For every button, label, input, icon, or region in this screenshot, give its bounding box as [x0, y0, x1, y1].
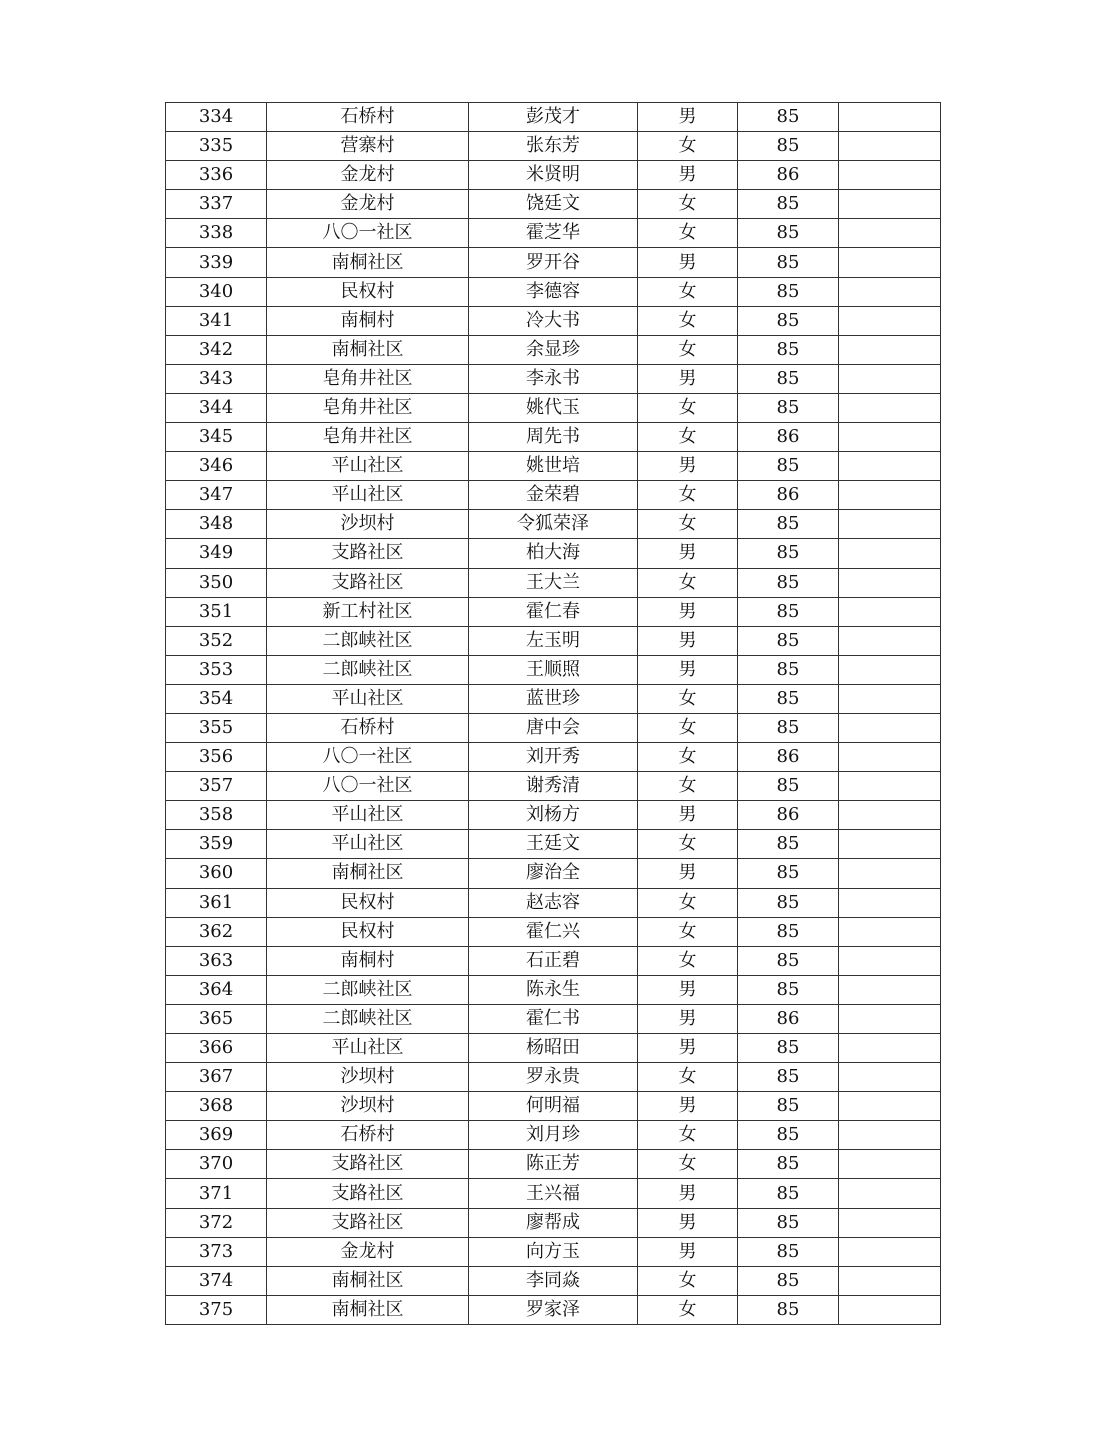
- gender-cell: 男: [638, 103, 738, 132]
- row-number-cell: 375: [166, 1295, 267, 1324]
- village-cell: 平山社区: [267, 684, 469, 713]
- name-cell: 蓝世珍: [469, 684, 638, 713]
- score-cell: 85: [738, 364, 839, 393]
- village-cell: 平山社区: [267, 481, 469, 510]
- name-cell: 李德容: [469, 277, 638, 306]
- village-cell: 金龙村: [267, 161, 469, 190]
- village-cell: 八〇一社区: [267, 219, 469, 248]
- row-number-cell: 362: [166, 917, 267, 946]
- gender-cell: 男: [638, 1092, 738, 1121]
- remarks-cell: [839, 597, 941, 626]
- village-cell: 南桐社区: [267, 1266, 469, 1295]
- village-cell: 南桐社区: [267, 248, 469, 277]
- table-row: [166, 1092, 941, 1121]
- score-cell: 86: [738, 423, 839, 452]
- village-cell: 平山社区: [267, 801, 469, 830]
- remarks-cell: [839, 684, 941, 713]
- village-cell: 新工村社区: [267, 597, 469, 626]
- name-cell: 王顺照: [469, 655, 638, 684]
- score-cell: 85: [738, 772, 839, 801]
- row-number-cell: 356: [166, 743, 267, 772]
- gender-cell: 男: [638, 975, 738, 1004]
- name-cell: 赵志容: [469, 888, 638, 917]
- score-cell: 85: [738, 1295, 839, 1324]
- score-cell: 85: [738, 655, 839, 684]
- village-cell: 皂角井社区: [267, 393, 469, 422]
- name-cell: 姚世培: [469, 452, 638, 481]
- row-number-cell: 344: [166, 393, 267, 422]
- name-cell: 罗永贵: [469, 1063, 638, 1092]
- remarks-cell: [839, 772, 941, 801]
- table-row: [166, 975, 941, 1004]
- row-number-cell: 348: [166, 510, 267, 539]
- gender-cell: 女: [638, 917, 738, 946]
- village-cell: 皂角井社区: [267, 364, 469, 393]
- document-page: [165, 102, 940, 1325]
- table-row: [166, 743, 941, 772]
- score-cell: 85: [738, 452, 839, 481]
- score-cell: 85: [738, 946, 839, 975]
- table-row: [166, 539, 941, 568]
- score-cell: 85: [738, 597, 839, 626]
- table-row: [166, 626, 941, 655]
- remarks-cell: [839, 364, 941, 393]
- village-cell: 二郎峡社区: [267, 975, 469, 1004]
- village-cell: 石桥村: [267, 103, 469, 132]
- row-number-cell: 353: [166, 655, 267, 684]
- gender-cell: 女: [638, 219, 738, 248]
- table-row: [166, 452, 941, 481]
- remarks-cell: [839, 103, 941, 132]
- gender-cell: 女: [638, 772, 738, 801]
- village-cell: 民权村: [267, 888, 469, 917]
- name-cell: 陈正芳: [469, 1150, 638, 1179]
- score-cell: 85: [738, 888, 839, 917]
- gender-cell: 男: [638, 452, 738, 481]
- name-cell: 谢秀清: [469, 772, 638, 801]
- village-cell: 民权村: [267, 917, 469, 946]
- row-number-cell: 366: [166, 1034, 267, 1063]
- row-number-cell: 365: [166, 1004, 267, 1033]
- gender-cell: 男: [638, 626, 738, 655]
- row-number-cell: 367: [166, 1063, 267, 1092]
- village-cell: 二郎峡社区: [267, 1004, 469, 1033]
- score-cell: 86: [738, 1004, 839, 1033]
- score-cell: 85: [738, 510, 839, 539]
- row-number-cell: 364: [166, 975, 267, 1004]
- row-number-cell: 341: [166, 306, 267, 335]
- gender-cell: 男: [638, 539, 738, 568]
- gender-cell: 男: [638, 1004, 738, 1033]
- score-cell: 85: [738, 1208, 839, 1237]
- name-cell: 刘杨方: [469, 801, 638, 830]
- village-cell: 民权村: [267, 277, 469, 306]
- village-cell: 平山社区: [267, 1034, 469, 1063]
- name-cell: 刘月珍: [469, 1121, 638, 1150]
- gender-cell: 女: [638, 1266, 738, 1295]
- remarks-cell: [839, 713, 941, 742]
- row-number-cell: 352: [166, 626, 267, 655]
- remarks-cell: [839, 1034, 941, 1063]
- name-cell: 余显珍: [469, 335, 638, 364]
- remarks-cell: [839, 946, 941, 975]
- score-cell: 85: [738, 1034, 839, 1063]
- gender-cell: 女: [638, 1063, 738, 1092]
- remarks-cell: [839, 1004, 941, 1033]
- remarks-cell: [839, 859, 941, 888]
- row-number-cell: 343: [166, 364, 267, 393]
- gender-cell: 男: [638, 859, 738, 888]
- table-row: [166, 306, 941, 335]
- score-cell: 85: [738, 277, 839, 306]
- row-number-cell: 355: [166, 713, 267, 742]
- remarks-cell: [839, 626, 941, 655]
- gender-cell: 女: [638, 423, 738, 452]
- row-number-cell: 351: [166, 597, 267, 626]
- score-cell: 85: [738, 219, 839, 248]
- score-cell: 85: [738, 975, 839, 1004]
- name-cell: 王大兰: [469, 568, 638, 597]
- table-row: [166, 946, 941, 975]
- remarks-cell: [839, 190, 941, 219]
- row-number-cell: 339: [166, 248, 267, 277]
- gender-cell: 男: [638, 364, 738, 393]
- table-row: [166, 713, 941, 742]
- remarks-cell: [839, 801, 941, 830]
- name-cell: 金荣碧: [469, 481, 638, 510]
- score-cell: 85: [738, 103, 839, 132]
- table-row: [166, 190, 941, 219]
- table-row: [166, 568, 941, 597]
- gender-cell: 女: [638, 684, 738, 713]
- remarks-cell: [839, 335, 941, 364]
- name-cell: 霍仁春: [469, 597, 638, 626]
- gender-cell: 女: [638, 510, 738, 539]
- gender-cell: 女: [638, 830, 738, 859]
- row-number-cell: 358: [166, 801, 267, 830]
- gender-cell: 女: [638, 743, 738, 772]
- row-number-cell: 368: [166, 1092, 267, 1121]
- table-row: [166, 655, 941, 684]
- name-cell: 唐中会: [469, 713, 638, 742]
- score-cell: 85: [738, 1121, 839, 1150]
- name-cell: 冷大书: [469, 306, 638, 335]
- name-cell: 彭茂才: [469, 103, 638, 132]
- score-cell: 86: [738, 743, 839, 772]
- score-cell: 86: [738, 801, 839, 830]
- table-row: [166, 1004, 941, 1033]
- row-number-cell: 371: [166, 1179, 267, 1208]
- name-cell: 王兴福: [469, 1179, 638, 1208]
- gender-cell: 男: [638, 597, 738, 626]
- gender-cell: 女: [638, 335, 738, 364]
- remarks-cell: [839, 655, 941, 684]
- village-cell: 支路社区: [267, 1150, 469, 1179]
- village-cell: 支路社区: [267, 1208, 469, 1237]
- village-cell: 南桐社区: [267, 335, 469, 364]
- remarks-cell: [839, 132, 941, 161]
- table-row: [166, 801, 941, 830]
- remarks-cell: [839, 917, 941, 946]
- remarks-cell: [839, 306, 941, 335]
- score-cell: 85: [738, 1063, 839, 1092]
- village-cell: 金龙村: [267, 190, 469, 219]
- remarks-cell: [839, 1266, 941, 1295]
- row-number-cell: 372: [166, 1208, 267, 1237]
- remarks-cell: [839, 481, 941, 510]
- remarks-cell: [839, 161, 941, 190]
- gender-cell: 男: [638, 655, 738, 684]
- table-row: [166, 772, 941, 801]
- table-row: [166, 830, 941, 859]
- roster-table: [165, 102, 941, 1325]
- remarks-cell: [839, 539, 941, 568]
- table-row: [166, 888, 941, 917]
- row-number-cell: 335: [166, 132, 267, 161]
- row-number-cell: 374: [166, 1266, 267, 1295]
- village-cell: 石桥村: [267, 713, 469, 742]
- village-cell: 皂角井社区: [267, 423, 469, 452]
- row-number-cell: 354: [166, 684, 267, 713]
- village-cell: 平山社区: [267, 452, 469, 481]
- village-cell: 营寨村: [267, 132, 469, 161]
- table-row: [166, 335, 941, 364]
- table-row: [166, 917, 941, 946]
- table-row: [166, 684, 941, 713]
- row-number-cell: 336: [166, 161, 267, 190]
- name-cell: 石正碧: [469, 946, 638, 975]
- gender-cell: 女: [638, 190, 738, 219]
- remarks-cell: [839, 743, 941, 772]
- row-number-cell: 361: [166, 888, 267, 917]
- score-cell: 85: [738, 1237, 839, 1266]
- table-row: [166, 277, 941, 306]
- score-cell: 85: [738, 1092, 839, 1121]
- village-cell: 石桥村: [267, 1121, 469, 1150]
- remarks-cell: [839, 423, 941, 452]
- gender-cell: 女: [638, 481, 738, 510]
- village-cell: 沙坝村: [267, 510, 469, 539]
- row-number-cell: 340: [166, 277, 267, 306]
- score-cell: 85: [738, 859, 839, 888]
- village-cell: 支路社区: [267, 568, 469, 597]
- table-row: [166, 859, 941, 888]
- row-number-cell: 346: [166, 452, 267, 481]
- name-cell: 姚代玉: [469, 393, 638, 422]
- gender-cell: 男: [638, 161, 738, 190]
- name-cell: 罗开谷: [469, 248, 638, 277]
- score-cell: 85: [738, 132, 839, 161]
- gender-cell: 女: [638, 132, 738, 161]
- name-cell: 左玉明: [469, 626, 638, 655]
- gender-cell: 女: [638, 393, 738, 422]
- village-cell: 南桐村: [267, 946, 469, 975]
- name-cell: 廖帮成: [469, 1208, 638, 1237]
- remarks-cell: [839, 1237, 941, 1266]
- remarks-cell: [839, 975, 941, 1004]
- name-cell: 霍仁书: [469, 1004, 638, 1033]
- gender-cell: 男: [638, 1034, 738, 1063]
- remarks-cell: [839, 1092, 941, 1121]
- score-cell: 85: [738, 568, 839, 597]
- remarks-cell: [839, 1179, 941, 1208]
- score-cell: 85: [738, 1266, 839, 1295]
- village-cell: 南桐社区: [267, 859, 469, 888]
- row-number-cell: 338: [166, 219, 267, 248]
- remarks-cell: [839, 1150, 941, 1179]
- gender-cell: 女: [638, 1295, 738, 1324]
- name-cell: 周先书: [469, 423, 638, 452]
- roster-table-body: [166, 103, 941, 1325]
- village-cell: 沙坝村: [267, 1092, 469, 1121]
- row-number-cell: 350: [166, 568, 267, 597]
- gender-cell: 男: [638, 248, 738, 277]
- village-cell: 八〇一社区: [267, 743, 469, 772]
- row-number-cell: 357: [166, 772, 267, 801]
- row-number-cell: 347: [166, 481, 267, 510]
- score-cell: 86: [738, 481, 839, 510]
- village-cell: 南桐社区: [267, 1295, 469, 1324]
- name-cell: 向方玉: [469, 1237, 638, 1266]
- score-cell: 85: [738, 393, 839, 422]
- gender-cell: 女: [638, 568, 738, 597]
- name-cell: 廖治全: [469, 859, 638, 888]
- remarks-cell: [839, 888, 941, 917]
- score-cell: 85: [738, 917, 839, 946]
- gender-cell: 女: [638, 946, 738, 975]
- table-row: [166, 1034, 941, 1063]
- table-row: [166, 1063, 941, 1092]
- score-cell: 85: [738, 335, 839, 364]
- village-cell: 南桐村: [267, 306, 469, 335]
- name-cell: 王廷文: [469, 830, 638, 859]
- score-cell: 85: [738, 713, 839, 742]
- gender-cell: 女: [638, 1121, 738, 1150]
- village-cell: 沙坝村: [267, 1063, 469, 1092]
- village-cell: 二郎峡社区: [267, 626, 469, 655]
- gender-cell: 女: [638, 713, 738, 742]
- table-row: [166, 393, 941, 422]
- table-row: [166, 103, 941, 132]
- village-cell: 二郎峡社区: [267, 655, 469, 684]
- gender-cell: 男: [638, 1179, 738, 1208]
- table-row: [166, 1266, 941, 1295]
- table-row: [166, 161, 941, 190]
- table-row: [166, 597, 941, 626]
- name-cell: 霍芝华: [469, 219, 638, 248]
- gender-cell: 女: [638, 277, 738, 306]
- row-number-cell: 363: [166, 946, 267, 975]
- score-cell: 85: [738, 190, 839, 219]
- name-cell: 刘开秀: [469, 743, 638, 772]
- name-cell: 何明福: [469, 1092, 638, 1121]
- score-cell: 85: [738, 306, 839, 335]
- name-cell: 张东芳: [469, 132, 638, 161]
- table-row: [166, 219, 941, 248]
- score-cell: 85: [738, 1179, 839, 1208]
- row-number-cell: 334: [166, 103, 267, 132]
- row-number-cell: 349: [166, 539, 267, 568]
- name-cell: 李永书: [469, 364, 638, 393]
- remarks-cell: [839, 248, 941, 277]
- row-number-cell: 342: [166, 335, 267, 364]
- table-row: [166, 248, 941, 277]
- gender-cell: 女: [638, 888, 738, 917]
- score-cell: 85: [738, 539, 839, 568]
- score-cell: 85: [738, 1150, 839, 1179]
- gender-cell: 女: [638, 1150, 738, 1179]
- village-cell: 金龙村: [267, 1237, 469, 1266]
- remarks-cell: [839, 1063, 941, 1092]
- score-cell: 85: [738, 684, 839, 713]
- row-number-cell: 337: [166, 190, 267, 219]
- remarks-cell: [839, 1295, 941, 1324]
- table-row: [166, 510, 941, 539]
- row-number-cell: 360: [166, 859, 267, 888]
- gender-cell: 男: [638, 801, 738, 830]
- table-row: [166, 1179, 941, 1208]
- table-row: [166, 1150, 941, 1179]
- remarks-cell: [839, 568, 941, 597]
- row-number-cell: 370: [166, 1150, 267, 1179]
- score-cell: 85: [738, 830, 839, 859]
- name-cell: 霍仁兴: [469, 917, 638, 946]
- table-row: [166, 1295, 941, 1324]
- village-cell: 平山社区: [267, 830, 469, 859]
- remarks-cell: [839, 510, 941, 539]
- name-cell: 杨昭田: [469, 1034, 638, 1063]
- name-cell: 米贤明: [469, 161, 638, 190]
- table-row: [166, 1121, 941, 1150]
- gender-cell: 男: [638, 1237, 738, 1266]
- name-cell: 罗家泽: [469, 1295, 638, 1324]
- row-number-cell: 369: [166, 1121, 267, 1150]
- remarks-cell: [839, 830, 941, 859]
- remarks-cell: [839, 1121, 941, 1150]
- row-number-cell: 359: [166, 830, 267, 859]
- table-row: [166, 1208, 941, 1237]
- name-cell: 饶廷文: [469, 190, 638, 219]
- gender-cell: 女: [638, 306, 738, 335]
- village-cell: 支路社区: [267, 1179, 469, 1208]
- village-cell: 八〇一社区: [267, 772, 469, 801]
- remarks-cell: [839, 1208, 941, 1237]
- name-cell: 令狐荣泽: [469, 510, 638, 539]
- table-row: [166, 1237, 941, 1266]
- table-row: [166, 132, 941, 161]
- remarks-cell: [839, 452, 941, 481]
- name-cell: 陈永生: [469, 975, 638, 1004]
- remarks-cell: [839, 393, 941, 422]
- village-cell: 支路社区: [267, 539, 469, 568]
- remarks-cell: [839, 219, 941, 248]
- table-row: [166, 364, 941, 393]
- score-cell: 86: [738, 161, 839, 190]
- score-cell: 85: [738, 248, 839, 277]
- table-row: [166, 481, 941, 510]
- gender-cell: 男: [638, 1208, 738, 1237]
- name-cell: 李同焱: [469, 1266, 638, 1295]
- name-cell: 柏大海: [469, 539, 638, 568]
- row-number-cell: 345: [166, 423, 267, 452]
- table-row: [166, 423, 941, 452]
- score-cell: 85: [738, 626, 839, 655]
- row-number-cell: 373: [166, 1237, 267, 1266]
- remarks-cell: [839, 277, 941, 306]
